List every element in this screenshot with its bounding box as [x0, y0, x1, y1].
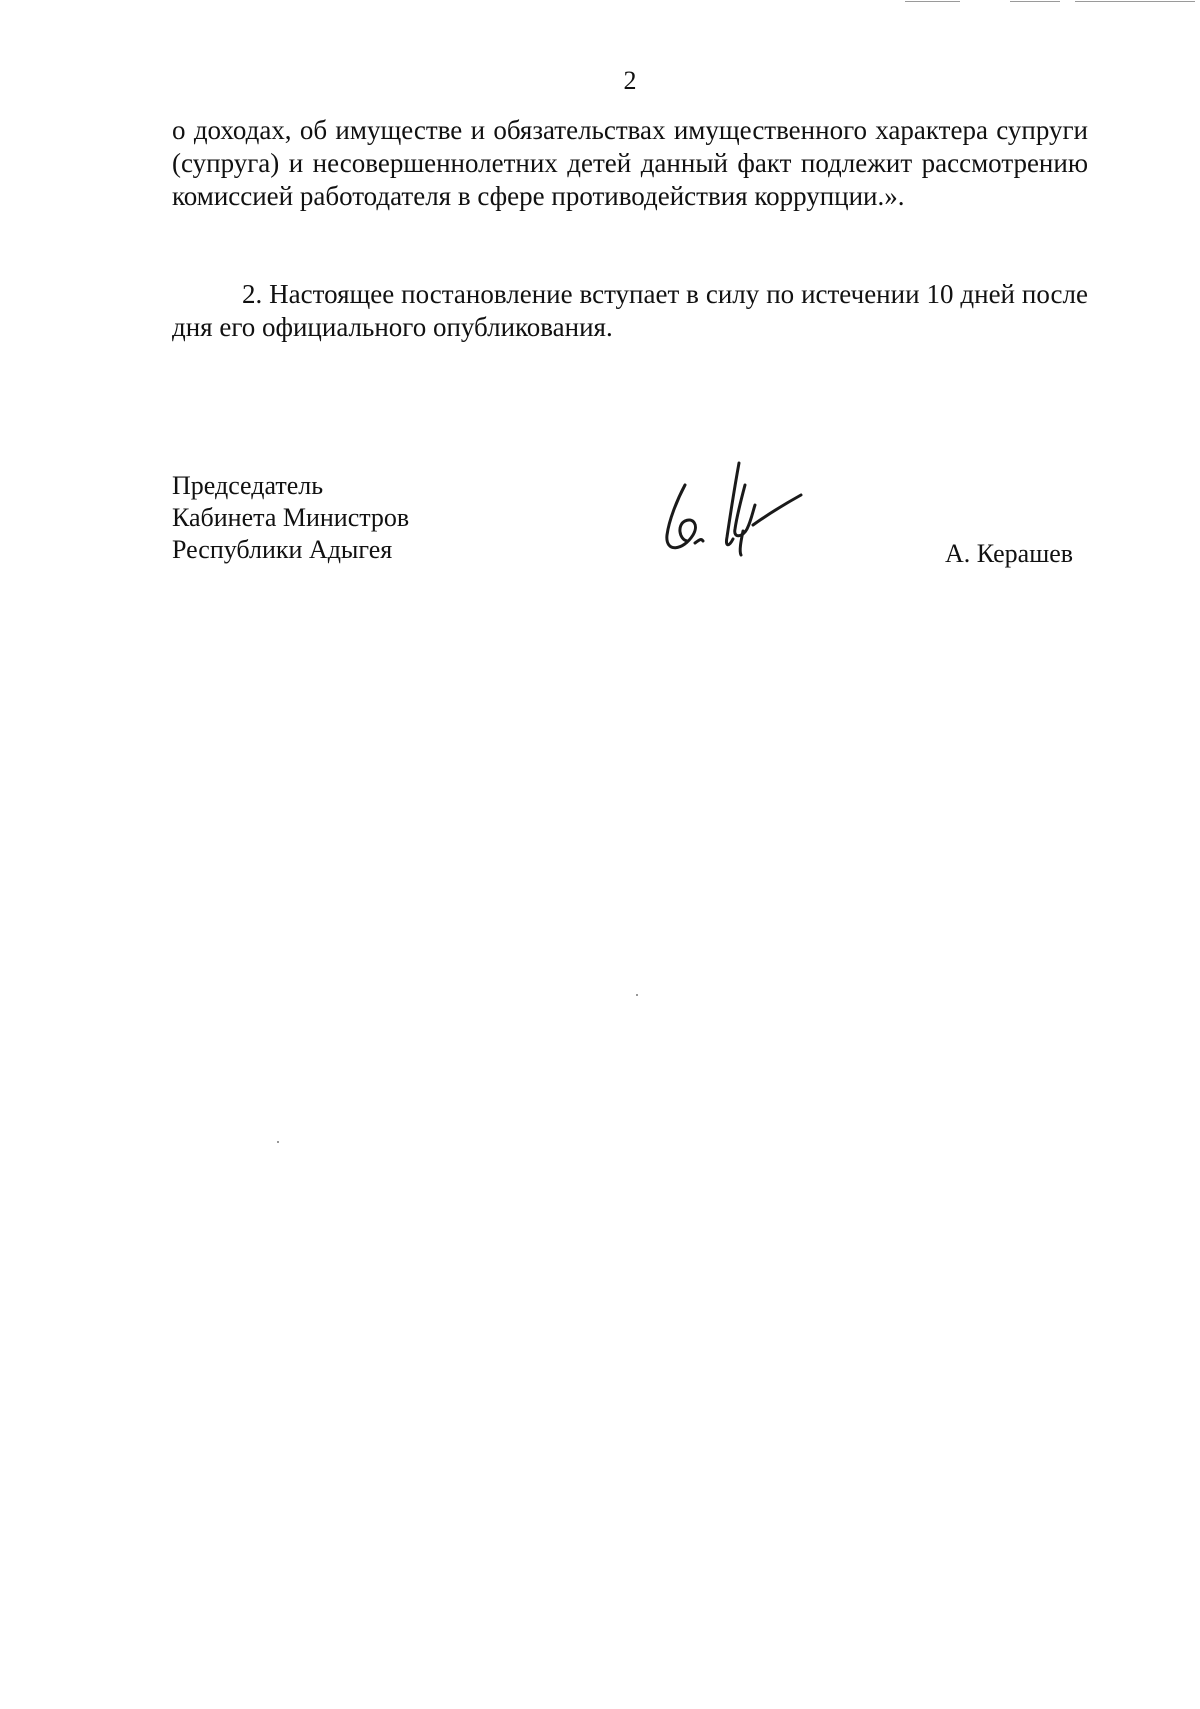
scan-speck	[277, 1141, 279, 1143]
scan-edge-artifacts	[0, 0, 1200, 8]
handwritten-signature	[655, 455, 815, 565]
scan-mark	[1010, 1, 1060, 2]
signatory-name: А. Керашев	[945, 539, 1074, 568]
paragraph-continuation: о доходах, об имуществе и обязательствах имущественного характера супруги (супруга) и несовершеннолетних детей данный факт подлежит рассмотрению комиссией работодателя в сфере противодействия коррупции.».	[172, 115, 1088, 211]
scan-speck	[636, 994, 638, 996]
scan-mark	[1075, 1, 1195, 2]
signatory-title-line: Председатель	[172, 471, 324, 500]
paragraph-effective-date: 2. Настоящее постановление вступает в силу по истечении 10 дней после дня его официального опубликования.	[172, 279, 1088, 342]
scan-mark	[905, 1, 960, 2]
signatory-title	[172, 470, 409, 566]
page-number: 2	[623, 66, 637, 95]
signatory-title-line: Кабинета Министров	[172, 503, 410, 532]
signatory-title-line: Республики Адыгея	[172, 535, 393, 564]
